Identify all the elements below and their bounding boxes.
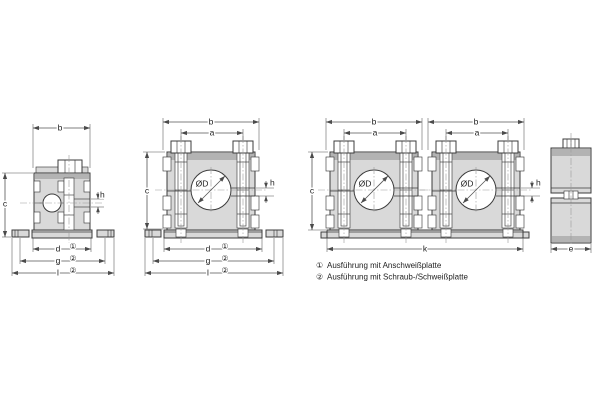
dim-label-c: c <box>144 185 150 196</box>
dimension-d <box>164 238 262 253</box>
base-rail <box>321 230 529 238</box>
base-plate <box>12 230 114 238</box>
variant-marker-g: ② <box>69 254 77 264</box>
dim-label-d: d <box>205 243 211 254</box>
dim-label-b: b <box>208 116 214 127</box>
variant-marker-d: ① <box>69 242 77 252</box>
dim-label-b: b <box>57 122 63 133</box>
dimension-c <box>143 152 165 229</box>
footnote-2-marker: ② <box>316 272 324 282</box>
dim-label-g: g <box>205 255 211 266</box>
dimension-l <box>145 238 283 277</box>
clamp-right <box>420 136 532 243</box>
footnotes <box>316 261 469 282</box>
dim-label-h: h <box>100 189 105 200</box>
dim-label-a: a <box>209 127 215 138</box>
dimension-l <box>12 238 114 277</box>
variant-marker-d: ① <box>221 242 229 252</box>
front-view <box>143 116 283 277</box>
double-clamp-view <box>308 116 541 253</box>
variant-marker-l: ② <box>221 266 229 276</box>
clamp-left <box>318 136 430 243</box>
dim-label-h: h <box>270 177 275 188</box>
dim-label-l: l <box>207 267 209 278</box>
end-view <box>551 133 591 253</box>
dim-label-d: d <box>55 243 61 254</box>
variant-marker-l: ② <box>69 266 77 276</box>
base-plate <box>145 230 283 238</box>
variant-marker-g: ② <box>221 254 229 264</box>
dim-label-k: k <box>422 243 428 254</box>
dimension-a-left <box>344 127 406 140</box>
side-view <box>2 122 114 277</box>
footnote-1-marker: ① <box>316 261 324 271</box>
dim-label-h: h <box>536 177 541 188</box>
dimension-d <box>33 238 91 253</box>
dim-label-g: g <box>55 255 61 266</box>
bolt-head <box>58 160 82 173</box>
dim-label-l: l <box>57 267 59 278</box>
dim-label-b: b <box>371 116 377 127</box>
clamp <box>155 136 267 243</box>
dimension-h <box>91 189 105 214</box>
dimension-k <box>327 238 523 253</box>
dim-label-b: b <box>473 116 479 127</box>
dimension-g <box>153 238 274 265</box>
footnote-2-text: Ausführung mit Schraub-/Schweißplatte <box>327 272 468 282</box>
dimension-e <box>551 243 591 253</box>
dimension-c <box>2 173 33 237</box>
clamp-end-body <box>551 133 591 250</box>
dimension-c <box>308 152 328 230</box>
dim-label-a: a <box>474 127 480 138</box>
dimension-a-right <box>446 127 508 140</box>
dim-label-a: a <box>372 127 378 138</box>
dim-label-c: c <box>309 185 315 196</box>
dimension-a <box>181 127 243 140</box>
dim-label-c: c <box>2 198 8 209</box>
dim-label-e: e <box>568 243 574 254</box>
footnote-1-text: Ausführung mit Anschweißplatte <box>327 261 442 271</box>
